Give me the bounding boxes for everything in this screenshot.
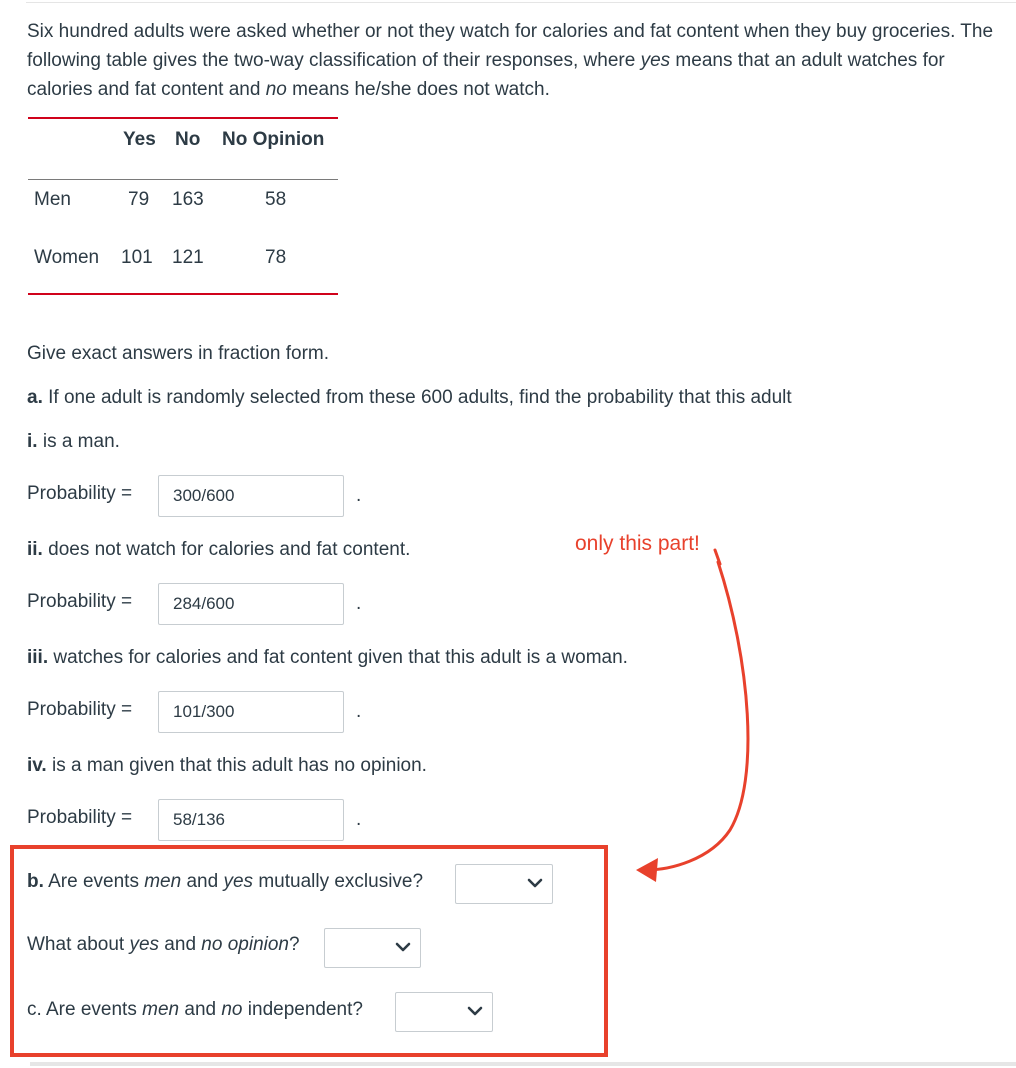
annotation-arrow-icon — [600, 540, 760, 890]
answer-input-ii[interactable]: 284/600 — [158, 583, 344, 625]
table-header-no: No — [175, 129, 201, 150]
table-cell-men-no: 163 — [172, 189, 204, 210]
table-cell-men-no-opinion: 58 — [265, 189, 287, 210]
probability-label-iv: Probability = — [27, 807, 133, 828]
part-c-question: c. Are events men and no independent? — [27, 999, 363, 1020]
part-b-dropdown[interactable] — [455, 864, 553, 904]
table-cell-women-no: 121 — [172, 247, 204, 268]
table-row-women-label: Women — [34, 247, 100, 268]
table-bottom-rule — [28, 293, 338, 295]
question-i: i. is a man. — [27, 431, 120, 452]
chevron-down-icon — [526, 874, 544, 892]
table-cell-men-yes: 79 — [128, 189, 150, 210]
bottom-divider — [30, 1062, 1016, 1066]
intro-paragraph: Six hundred adults were asked whether or not they watch for calories and fat content when they buy groceries. The following table gives the two-way classification of their responses, where yes means that an adult watches for calories and fat content and no means he/she does not watch. — [27, 21, 994, 100]
part-c-dropdown[interactable] — [395, 992, 493, 1032]
probability-label-ii: Probability = — [27, 591, 133, 612]
table-cell-women-no-opinion: 78 — [265, 247, 287, 268]
answer-input-i[interactable]: 300/600 — [158, 475, 344, 517]
chevron-down-icon — [466, 1002, 484, 1020]
table-cell-women-yes: 101 — [121, 247, 153, 268]
period-i: . — [356, 485, 362, 506]
probability-label-i: Probability = — [27, 483, 133, 504]
table-row-men-label: Men — [34, 189, 71, 210]
instructions: Give exact answers in fraction form. — [27, 343, 329, 364]
period-iv: . — [356, 809, 362, 830]
part-b-followup-dropdown[interactable] — [324, 928, 421, 968]
part-a-prompt: a. If one adult is randomly selected from these 600 adults, find the probability that this adult — [27, 387, 792, 408]
table-top-rule — [28, 117, 338, 119]
question-iv: iv. is a man given that this adult has no opinion. — [27, 755, 427, 776]
table-header-rule — [28, 179, 338, 180]
part-b-followup: What about yes and no opinion? — [27, 934, 300, 955]
question-iii: iii. watches for calories and fat content given that this adult is a woman. — [27, 647, 628, 668]
part-b-question: b. Are events men and yes mutually exclusive? — [27, 871, 424, 892]
table-header-yes: Yes — [123, 129, 156, 150]
period-iii: . — [356, 701, 362, 722]
chevron-down-icon — [394, 938, 412, 956]
annotation-note: only this part! — [575, 532, 700, 555]
top-divider — [26, 2, 1016, 3]
answer-input-iv[interactable]: 58/136 — [158, 799, 344, 841]
table-header-no-opinion: No Opinion — [222, 129, 325, 150]
question-ii: ii. does not watch for calories and fat content. — [27, 539, 411, 560]
period-ii: . — [356, 593, 362, 614]
probability-label-iii: Probability = — [27, 699, 133, 720]
answer-input-iii[interactable]: 101/300 — [158, 691, 344, 733]
